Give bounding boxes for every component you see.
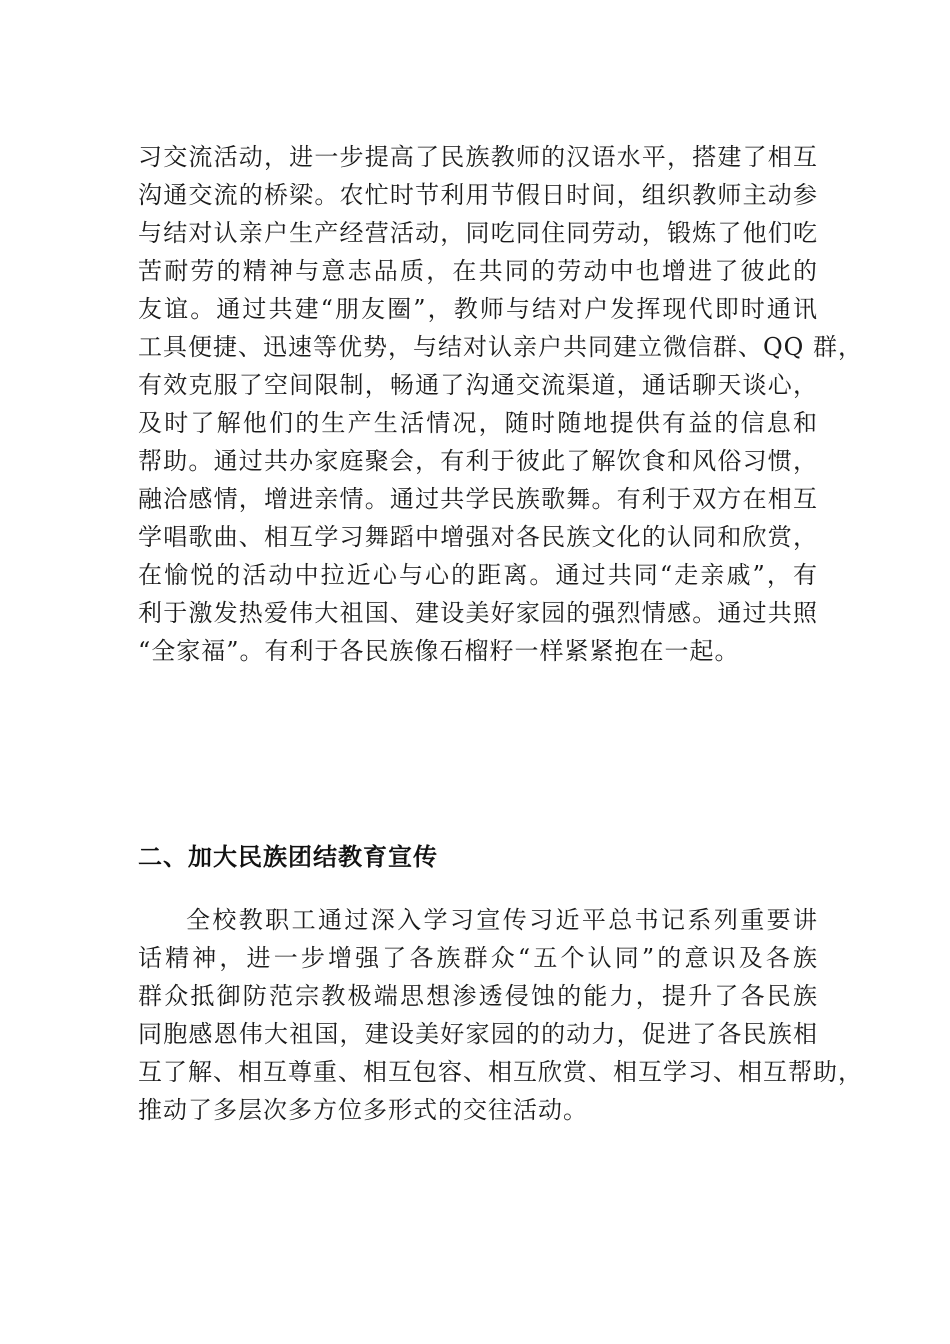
text-line: “全家福”。有利于各民族像石榴籽一样紧紧抱在一起。 (138, 637, 740, 665)
text-line: 与结对认亲户生产经营活动，同吃同住同劳动，锻炼了他们吃 (138, 219, 818, 247)
section-heading: 二、加大民族团结教育宣传 (138, 843, 438, 871)
text-line: 沟通交流的桥梁。农忙时节利用节假日时间，组织教师主动参 (138, 181, 818, 209)
text-line: 苦耐劳的精神与意志品质，在共同的劳动中也增进了彼此的 (138, 257, 818, 285)
text-line: 群众抵御防范宗教极端思想渗透侵蚀的能力，提升了各民族 (138, 982, 818, 1010)
text-line: 融洽感情，增进亲情。通过共学民族歌舞。有利于双方在相互 (138, 485, 818, 513)
text-line: 全校教职工通过深入学习宣传习近平总书记系列重要讲 (186, 906, 818, 934)
body-paragraph-2 (138, 901, 863, 1129)
text-line: 帮助。通过共办家庭聚会，有利于彼此了解饮食和风俗习惯， (138, 447, 818, 475)
text-line: 有效克服了空间限制，畅通了沟通交流渠道，通话聊天谈心， (138, 371, 818, 399)
text-line: 学唱歌曲、相互学习舞蹈中增强对各民族文化的认同和欣赏， (138, 523, 818, 551)
text-line: 友谊。通过共建“朋友圈”，教师与结对户发挥现代即时通讯 (138, 295, 818, 323)
text-line: 推动了多层次多方位多形式的交往活动。 (138, 1096, 588, 1124)
text-line: 习交流活动，进一步提高了民族教师的汉语水平，搭建了相互 (138, 143, 818, 171)
text-line: 利于激发热爱伟大祖国、建设美好家园的强烈情感。通过共照 (138, 599, 818, 627)
text-line: 工具便捷、迅速等优势，与结对认亲户共同建立微信群、QQ 群， (138, 333, 863, 361)
body-paragraph-1 (138, 138, 863, 670)
text-line: 同胞感恩伟大祖国，建设美好家园的的动力，促进了各民族相 (138, 1020, 818, 1048)
text-line: 及时了解他们的生产生活情况，随时随地提供有益的信息和 (138, 409, 818, 437)
text-line: 互了解、相互尊重、相互包容、相互欣赏、相互学习、相互帮助， (138, 1058, 863, 1086)
text-line: 在愉悦的活动中拉近心与心的距离。通过共同“走亲戚”，有 (138, 561, 818, 589)
text-line: 话精神，进一步增强了各族群众“五个认同”的意识及各族 (138, 944, 818, 972)
